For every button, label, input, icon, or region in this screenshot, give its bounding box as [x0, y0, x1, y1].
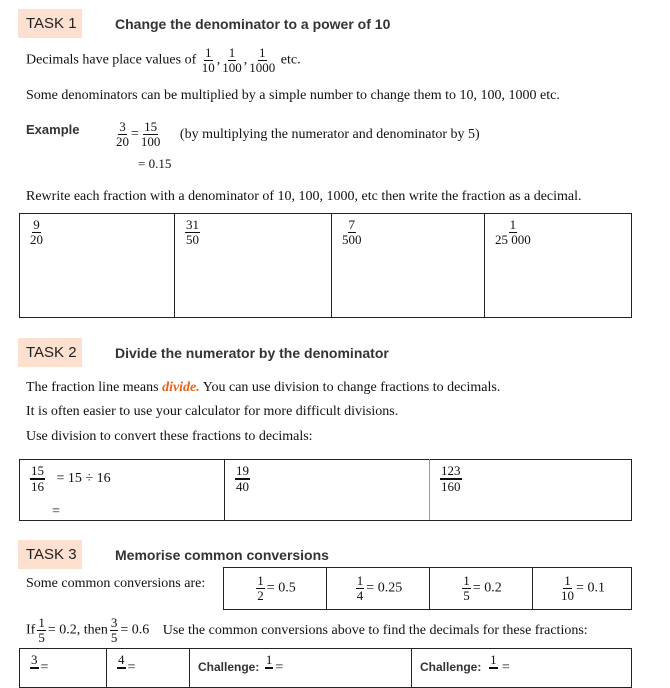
if-line: If $\frac{1}{5}$ = 0.2, then $\frac{3}{5}$ = 0.6 Use the common conversions above to find the decimals for these fractions:: [26, 615, 588, 645]
conversions-table: [223, 567, 632, 610]
conversion-cell: $\frac{1}{5}$ = 0.2: [430, 568, 533, 610]
answer-cell[interactable]: $\frac{123}{160}$: [430, 460, 632, 521]
fraction: $\frac{1}{100}$: [222, 45, 242, 75]
answer-cell[interactable]: $\frac{1}{25 000}$: [485, 214, 632, 318]
text: etc.: [280, 52, 301, 68]
answer-cell[interactable]: $\frac{15}{16}$ = 15 ÷ 16 =: [20, 460, 225, 521]
task3-title: Memorise common conversions: [115, 547, 329, 563]
task3-intro: Some common conversions are:: [26, 576, 206, 591]
working: = 15 ÷ 16: [56, 471, 111, 487]
task2-badge: TASK 2: [18, 338, 82, 367]
answer-cell[interactable]: Challenge: 1 =: [412, 649, 632, 688]
answer-cell[interactable]: 4 =: [107, 649, 190, 688]
example-result: = 0.15: [138, 156, 172, 171]
text: Decimals have place values of: [26, 52, 197, 68]
emphasis-divide: divide.: [162, 380, 200, 395]
example-label: Example: [26, 122, 80, 137]
task3-badge: TASK 3: [18, 540, 82, 569]
answer-cell[interactable]: $\frac{31}{50}$: [175, 214, 332, 318]
task1-badge: TASK 1: [18, 9, 82, 38]
task2-line3: Use division to convert these fractions to decimals:: [26, 429, 313, 444]
example-note: (by multiplying the numerator and denominator by 5): [179, 126, 480, 142]
answer-cell[interactable]: Challenge: 1 =: [190, 649, 412, 688]
answer-cell[interactable]: $\frac{19}{40}$: [225, 460, 430, 521]
task2-answer-table: [19, 459, 632, 521]
place-values-line: Decimals have place values of $\frac{1}{10}$ , $\frac{1}{100}$ , $\frac{1}{1000}$ etc.: [26, 45, 301, 75]
equals: =: [52, 504, 60, 519]
example: $\frac{3}{20}$ = $\frac{15}{100}$ (by multiplying the numerator and denominator by 5): [116, 119, 480, 149]
task1-instruction: Rewrite each fraction with a denominator of 10, 100, 1000, etc then write the fraction as a decimal.: [26, 189, 582, 204]
answer-cell[interactable]: 3 =: [20, 649, 107, 688]
conversion-cell: $\frac{1}{2}$ = 0.5: [224, 568, 327, 610]
answer-cell[interactable]: $\frac{9}{20}$: [20, 214, 175, 318]
task2-line2: It is often easier to use your calculator for more difficult divisions.: [26, 404, 399, 419]
conversion-cell: $\frac{1}{10}$ = 0.1: [533, 568, 632, 610]
task1-title: Change the denominator to a power of 10: [115, 16, 391, 32]
task1-answer-table: [19, 213, 632, 318]
conversion-cell: $\frac{1}{4}$ = 0.25: [327, 568, 430, 610]
fraction: $\frac{1}{1000}$: [249, 45, 276, 75]
task2-title: Divide the numerator by the denominator: [115, 345, 389, 361]
task1-line2: Some denominators can be multiplied by a simple number to change them to 10, 100, 1000 etc.: [26, 88, 560, 103]
task3-answer-table: [19, 648, 632, 688]
fraction: $\frac{1}{10}$: [201, 45, 215, 75]
answer-cell[interactable]: $\frac{7}{500}$: [332, 214, 485, 318]
task2-line1: The fraction line means divide. You can use division to change fractions to decimals.: [26, 380, 501, 395]
